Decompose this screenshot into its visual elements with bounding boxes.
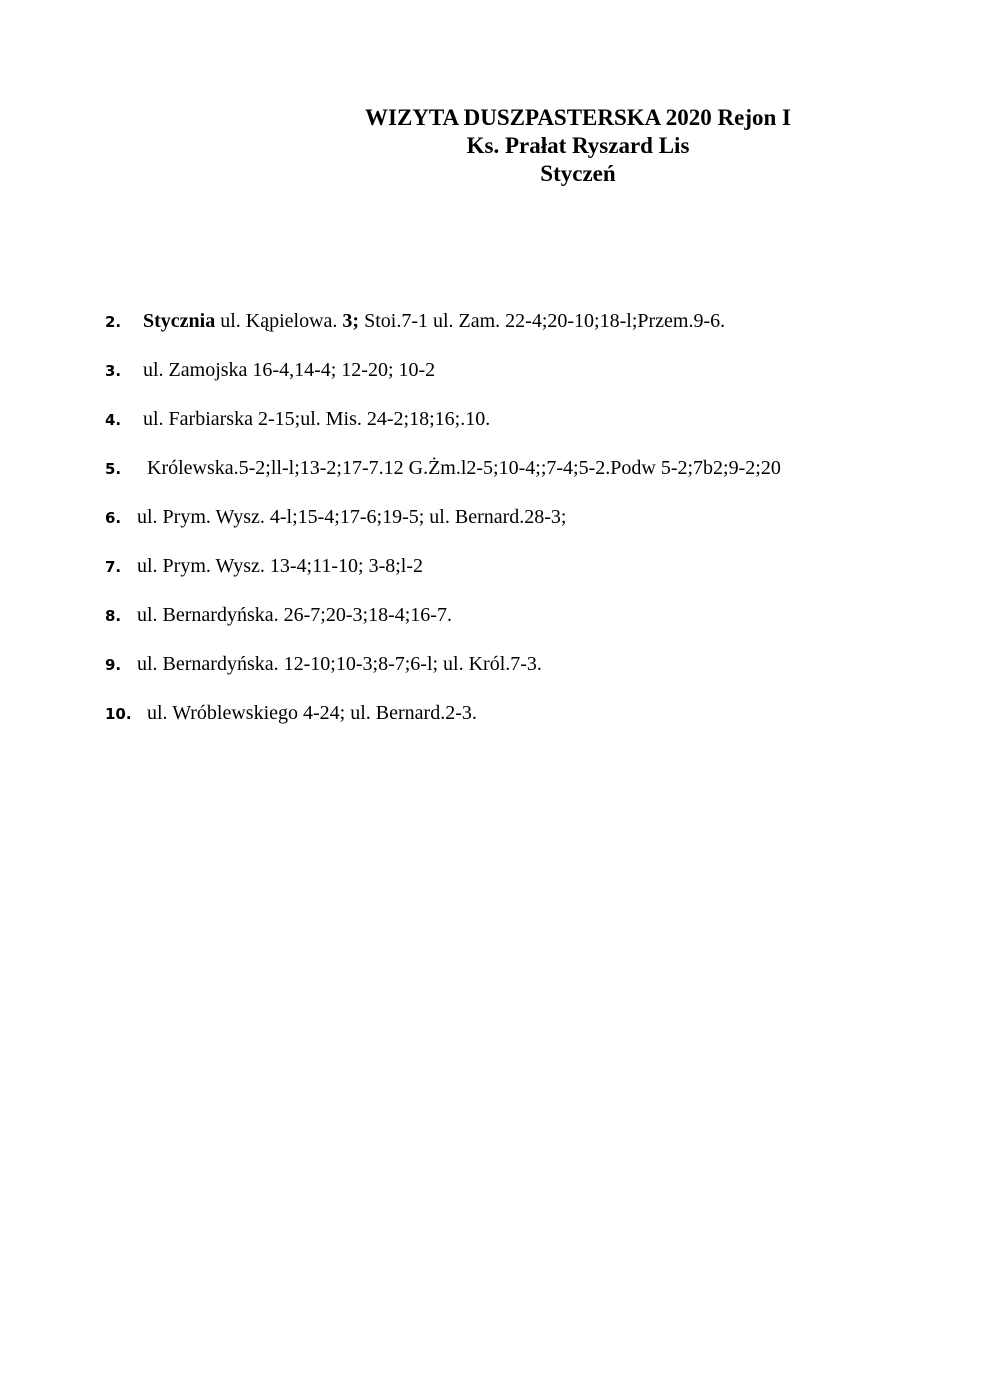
priest-name: Ks. Prałat Ryszard Lis (466, 133, 690, 158)
list-item (105, 551, 781, 600)
date-word: Stycznia (143, 310, 216, 332)
item-text (143, 306, 725, 336)
list-item (105, 404, 781, 453)
item-number: 7. (105, 558, 122, 576)
item-number: 9. (105, 656, 122, 674)
item-text: ul. Bernardyńska. 12-10;10-3;8-7;6-l; ul. Król.7-3. (137, 653, 542, 675)
list-item (105, 355, 781, 404)
item-number: 10. (105, 705, 132, 723)
item-text: ul. Zamojska 16-4,14-4; 12-20; 10-2 (143, 359, 436, 381)
list-item (105, 649, 781, 698)
item-number: 6. (105, 509, 122, 527)
list-item (105, 600, 781, 649)
item-text: ul. Prym. Wysz. 13-4;11-10; 3-8;l-2 (137, 555, 423, 577)
item-text-bold-part: 3; (342, 310, 360, 332)
month-label: Styczeń (540, 161, 616, 186)
list-item (105, 453, 781, 502)
item-text: ul. Bernardyńska. 26-7;20-3;18-4;16-7. (137, 604, 452, 626)
item-number: 8. (105, 607, 122, 625)
item-number: 2. (105, 313, 122, 331)
item-text-part: Stoi.7-1 ul. Zam. 22-4;20-10;18-l;Przem.9-6. (359, 310, 726, 332)
item-text: ul. Prym. Wysz. 4-l;15-4;17-6;19-5; ul. Bernard.28-3; (137, 506, 567, 528)
item-text: ul. Farbiarska 2-15;ul. Mis. 24-2;18;16;.10. (143, 408, 491, 430)
document-header (365, 104, 791, 188)
visit-schedule-list (105, 306, 781, 747)
item-text-part: ul. Kąpielowa. (215, 310, 343, 332)
item-number: 3. (105, 362, 122, 380)
list-item (105, 502, 781, 551)
item-number: 5. (105, 460, 122, 478)
list-item (105, 698, 781, 747)
list-item (105, 306, 781, 355)
document-title: WIZYTA DUSZPASTERSKA 2020 Rejon I (364, 105, 792, 130)
item-text: Królewska.5-2;ll-l;13-2;17-7.12 G.Żm.l2-5;10-4;;7-4;5-2.Podw 5-2;7b2;9-2;20 (147, 457, 781, 479)
item-number: 4. (105, 411, 122, 429)
item-text: ul. Wróblewskiego 4-24; ul. Bernard.2-3. (147, 702, 477, 724)
